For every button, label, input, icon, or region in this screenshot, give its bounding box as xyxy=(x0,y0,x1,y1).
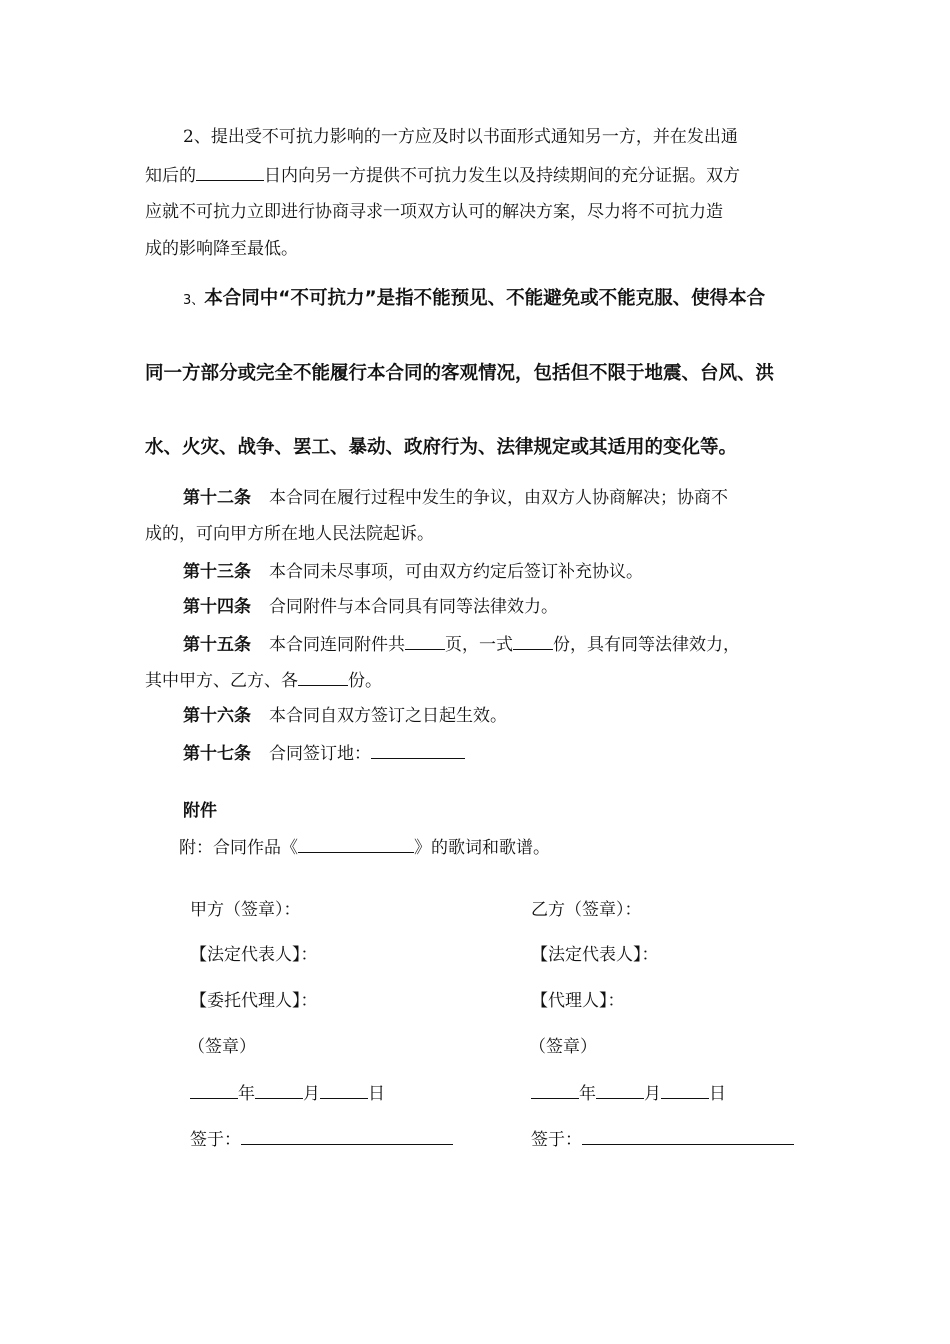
article-12-label: 第十二条 xyxy=(183,488,251,508)
party-b-seal: （签章） xyxy=(529,1037,597,1057)
fm-p2-line2: 知后的 日内向另一方提供不可抗力发生以及持续期间的充分证据。双方 xyxy=(145,163,740,188)
work-title-blank[interactable] xyxy=(298,835,414,853)
article-15: 第十五条 本合同连同附件共 页，一式 份，具有同等法律效力， xyxy=(183,632,740,657)
party-a-title: 甲方（签章）： xyxy=(190,900,301,920)
fm-p3-line1: 3、本合同中“不可抗力”是指不能预见、不能避免或不能克服、使得本合 xyxy=(183,288,766,309)
article-15-cont: 其中甲方、乙方、各 份。 xyxy=(145,668,382,693)
party-b-rep: 【法定代表人】： xyxy=(531,945,659,965)
party-a-day-blank[interactable] xyxy=(320,1081,368,1099)
attachment-heading: 附件 xyxy=(183,801,217,821)
party-a-year-blank[interactable] xyxy=(190,1081,238,1099)
copies-blank[interactable] xyxy=(513,632,553,650)
party-a-rep: 【法定代表人】： xyxy=(190,945,318,965)
fm-p2-line3: 应就不可抗力立即进行协商寻求一项双方认可的解决方案，尽力将不可抗力造 xyxy=(145,202,723,222)
party-b-signed-at: 签于： xyxy=(531,1127,794,1152)
pages-blank[interactable] xyxy=(405,632,445,650)
article-16: 第十六条 本合同自双方签订之日起生效。 xyxy=(183,706,507,726)
party-a-place-blank[interactable] xyxy=(241,1127,453,1145)
fm-p3-line3: 水、火灾、战争、罢工、暴动、政府行为、法律规定或其适用的变化等。 xyxy=(145,437,738,458)
party-a-signed-at: 签于： xyxy=(190,1127,453,1152)
article-17: 第十七条 合同签订地： xyxy=(183,741,465,766)
party-a-agent: 【委托代理人】： xyxy=(190,991,318,1011)
fm-p3-line2: 同一方部分或完全不能履行本合同的客观情况，包括但不限于地震、台风、洪 xyxy=(145,363,775,384)
fm-p2-line4: 成的影响降至最低。 xyxy=(145,239,298,259)
party-b-year-blank[interactable] xyxy=(531,1081,579,1099)
each-copies-blank[interactable] xyxy=(298,668,348,686)
party-b-agent: 【代理人】： xyxy=(531,991,625,1011)
article-13: 第十三条 本合同未尽事项，可由双方约定后签订补充协议。 xyxy=(183,562,643,582)
days-blank[interactable] xyxy=(196,163,264,181)
party-b-month-blank[interactable] xyxy=(596,1081,644,1099)
signing-place-blank[interactable] xyxy=(371,741,465,759)
article-12-cont: 成的，可向甲方所在地人民法院起诉。 xyxy=(145,524,434,544)
party-a-date: 年 月 日 xyxy=(190,1081,385,1106)
party-b-date: 年 月 日 xyxy=(531,1081,726,1106)
party-b-title: 乙方（签章）： xyxy=(531,900,642,920)
article-12: 第十二条 本合同在履行过程中发生的争议，由双方人协商解决；协商不 xyxy=(183,488,728,508)
article-14: 第十四条 合同附件与本合同具有同等法律效力。 xyxy=(183,597,558,617)
party-a-month-blank[interactable] xyxy=(255,1081,303,1099)
fm-p2-line1: 2、提出受不可抗力影响的一方应及时以书面形式通知另一方，并在发出通 xyxy=(183,127,738,147)
attachment-line: 附：合同作品《 》的歌词和歌谱。 xyxy=(179,835,550,860)
party-b-place-blank[interactable] xyxy=(582,1127,794,1145)
party-a-seal: （签章） xyxy=(188,1037,256,1057)
party-b-day-blank[interactable] xyxy=(661,1081,709,1099)
